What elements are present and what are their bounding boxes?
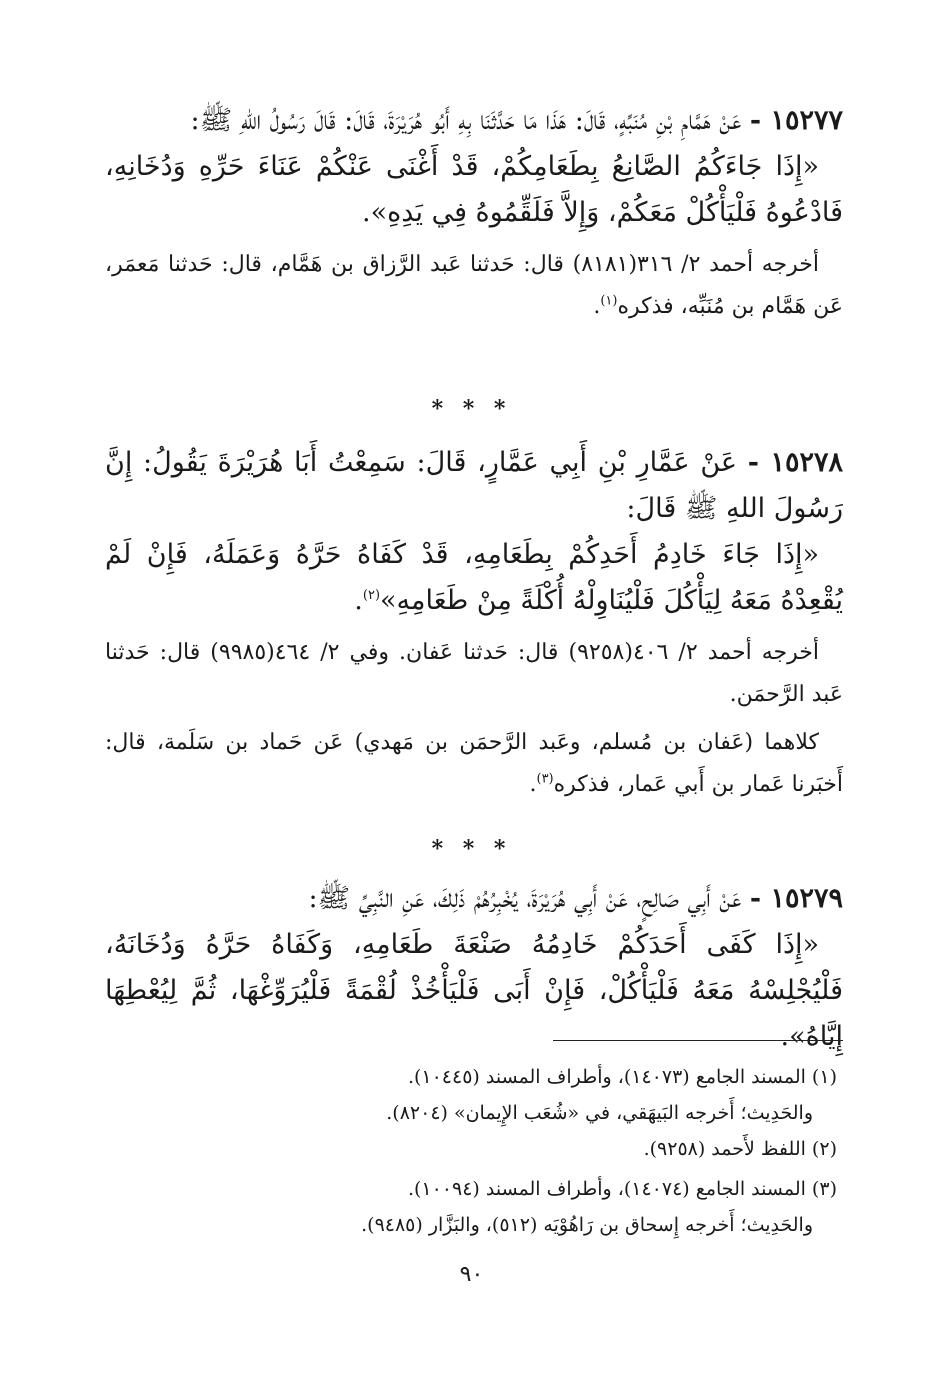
footnote-1-continuation: والحَدِيث؛ أَخرجه البَيهَقي، في «شُعَب الإِيمان» (٨٢٠٤).: [386, 1102, 813, 1124]
matn-text: «إِذَا جَاءَ خَادِمُ أَحَدِكُمْ بِطَعَامِهِ، قَدْ كَفَاهُ حَرَّهُ وَعَمَلَهُ، فَإِنْ لَمْ يُقْعِدْهُ مَعَهُ لِيَأْكُلَ فَلْيُنَاوِلْهُ أُكْلَةً مِنْ طَعَامِهِ»: [105, 539, 843, 616]
isnad-text: عَنْ هَمَّامِ بْنِ مُنَبِّهٍ، قَالَ: هَذَا مَا حَدَّثَنَا بِهِ أَبُو هُرَيْرَةَ، قَالَ: قَالَ رَسُولُ اللهِ ﷺ:: [190, 105, 742, 136]
hadith-matn: «إِذَا كَفَى أَحَدَكُمْ خَادِمُهُ صَنْعَةَ طَعَامِهِ، وَكَفَاهُ حَرَّهُ وَدُخَانَهُ، فَلْيُجْلِسْهُ مَعَهُ فَلْيَأْكُلْ، فَإِنْ أَبَى فَلْيَأْخُذْ لُقْمَةً فَلْيُرَوِّغْهَا، ثُمَّ لِيُعْطِهَا إِيَّاهُ».: [105, 929, 843, 1052]
period: .: [529, 772, 537, 797]
hadith-15277: [105, 98, 843, 328]
takhrij: أخرجه أحمد ٢/ ٤٠٦(٩٢٥٨) قال: حَدثنا عَفان. وفي ٢/ ٤٦٤(٩٩٨٥) قال: حَدثنا عَبد الرَّحمَن.: [105, 640, 843, 707]
period: .: [593, 294, 601, 319]
hadith-number: ١٥٢٧٨ -: [747, 447, 843, 478]
isnad-text: عَنْ أَبِي صَالِحٍ، عَنْ أَبِي هُرَيْرَةَ، يُخْبِرُهُمْ ذَلِكَ، عَنِ النَّبِيِّ ﷺ:: [308, 883, 742, 914]
footnote-divider: [553, 1040, 843, 1041]
hadith-15279: [105, 876, 843, 1060]
footnote-3-continuation: والحَدِيث؛ أَخرجه إِسحاق بن رَاهُوْيَه (٥١٢)، والبَزَّار (٩٤٨٥).: [361, 1214, 813, 1236]
footnote-ref: (٣): [536, 771, 554, 787]
hadith-number: ١٥٢٧٩ -: [749, 883, 843, 914]
hadith-15278: [105, 440, 843, 806]
hadith-number: ١٥٢٧٧ -: [749, 105, 843, 136]
footnote-ref: (٢): [362, 588, 381, 603]
hadith-isnad: [105, 98, 843, 144]
period: .: [354, 585, 363, 616]
hadith-isnad: [105, 876, 843, 922]
footnote-1: (١) المسند الجامع (١٤٠٧٣)، وأطراف المسند (١٠٤٤٥).: [407, 1066, 837, 1088]
takhrij-text: أخرجه أحمد ٢/ ٣١٦(٨١٨١) قال: حَدثنا عَبد الرَّزاق بن هَمَّام، قال: حَدثنا مَعمَر، عَن هَمَّام بن مُنَبِّه، فذكره: [105, 252, 843, 319]
section-separator: * * *: [431, 396, 512, 422]
hadith-matn: [105, 532, 843, 624]
page-number: ٩٠: [459, 1262, 484, 1287]
footnote-2: (٢) اللفظ لأَحمد (٩٢٥٨).: [643, 1138, 837, 1160]
hadith-matn: «إِذَا جَاءَكُمُ الصَّانِعُ بِطَعَامِكُمْ، قَدْ أَغْنَى عَنْكُمْ عَنَاءَ حَرِّهِ وَدُخَانِهِ، فَادْعُوهُ فَلْيَأْكُلْ مَعَكُمْ، وَإِلاَّ فَلَقِّمُوهُ فِي يَدِهِ».: [105, 151, 843, 228]
takhrij: [105, 722, 843, 806]
footnote-3: (٣) المسند الجامع (١٤٠٧٤)، وأطراف المسند (١٠٠٩٤).: [407, 1178, 837, 1200]
takhrij-text: كلاهما (عَفان بن مُسلم، وعَبد الرَّحمَن بن مَهدي) عَن حَماد بن سَلَمة، قال: أَخبَرنا عَمار بن أَبي عَمار، فذكره: [105, 730, 843, 797]
takhrij: [105, 244, 843, 328]
footnote-ref: (١): [600, 293, 618, 309]
isnad-text: عَنْ عَمَّارِ بْنِ أَبِي عَمَّارٍ، قَالَ: سَمِعْتُ أَبَا هُرَيْرَةَ يَقُولُ: إِنَّ رَسُولَ اللهِ ﷺ قَالَ:: [105, 447, 843, 524]
hadith-isnad: [105, 440, 843, 532]
section-separator: * * *: [431, 836, 512, 862]
